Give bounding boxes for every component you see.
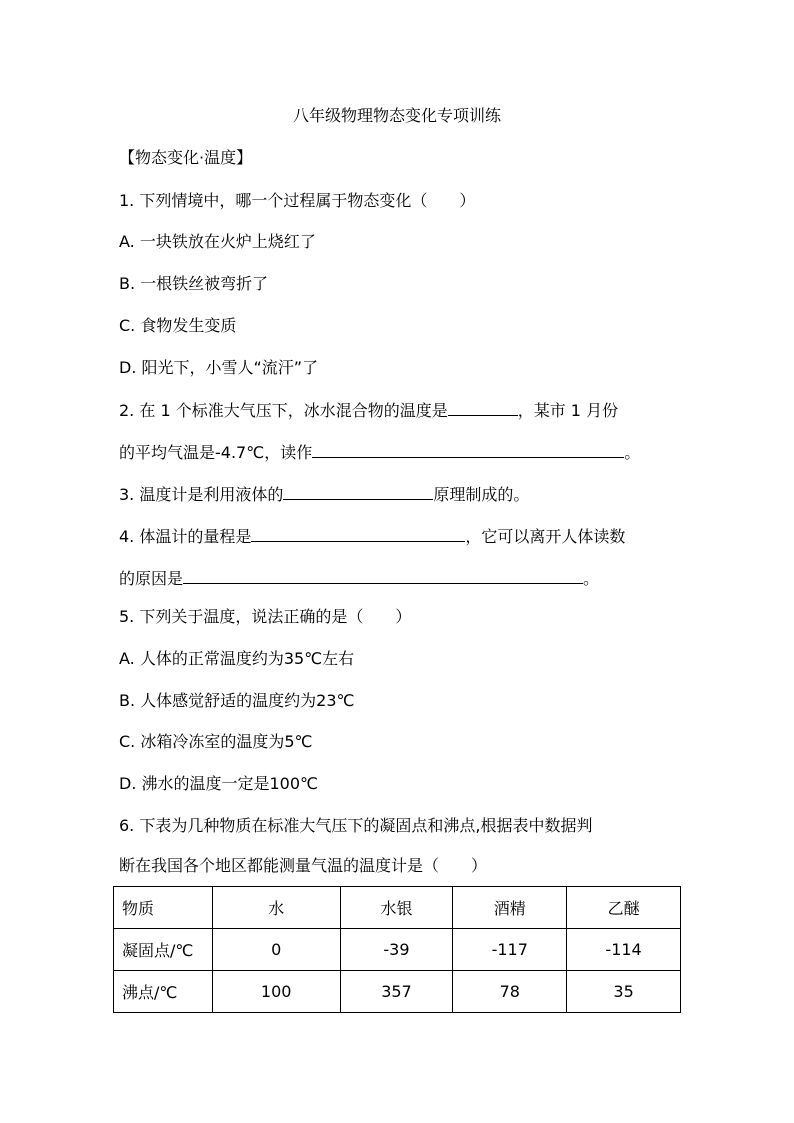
question-2-text-1: 2. 在 1 个标准大气压下，冰水混合物的温度是	[119, 401, 448, 420]
question-6-line-2: 断在我国各个地区都能测量气温的温度计是（ ）	[119, 856, 488, 875]
question-3-line	[119, 482, 529, 506]
question-5-option-d: D. 沸水的温度一定是100℃	[119, 774, 319, 793]
question-4-line-1	[119, 524, 625, 548]
table-cell: -114	[567, 929, 681, 971]
table-cell: 水银	[340, 887, 453, 929]
question-2-blank-1[interactable]	[448, 398, 518, 416]
question-4-text-2: ，它可以离开人体读数	[465, 527, 626, 546]
question-1-option-c: C. 食物发生变质	[119, 316, 237, 335]
table-cell: -39	[340, 929, 453, 971]
question-4-blank-1[interactable]	[251, 524, 465, 542]
section-heading: 【物态变化·温度】	[119, 148, 253, 167]
document-title: 八年级物理物态变化专项训练	[292, 106, 501, 125]
question-2-text-4: 。	[624, 443, 641, 462]
table-cell: 酒精	[453, 887, 567, 929]
table-row	[114, 971, 681, 1013]
table-cell: 物质	[114, 887, 213, 929]
table-cell: 水	[212, 887, 340, 929]
question-4-line-2	[119, 566, 599, 590]
question-4-text-3: 的原因是	[119, 569, 184, 588]
question-5-option-c: C. 冰箱冷冻室的温度为5℃	[119, 732, 313, 751]
table-cell: 沸点/℃	[114, 971, 213, 1013]
question-5-option-b: B. 人体感觉舒适的温度约为23℃	[119, 691, 355, 710]
table-cell: 0	[212, 929, 340, 971]
question-1-option-a: A. 一块铁放在火炉上烧红了	[119, 232, 316, 251]
question-5-option-a: A. 人体的正常温度约为35℃左右	[119, 649, 355, 668]
question-1-option-b: B. 一根铁丝被弯折了	[119, 274, 269, 293]
table-header-row	[114, 887, 681, 929]
question-2-text-3: 的平均气温是-4.7℃，读作	[119, 443, 313, 462]
question-2-blank-2[interactable]	[312, 440, 624, 458]
table-cell: 100	[212, 971, 340, 1013]
table-row	[114, 929, 681, 971]
table-cell: 35	[567, 971, 681, 1013]
question-2-line-2	[119, 440, 640, 464]
table-cell: 357	[340, 971, 453, 1013]
question-4-text-1: 4. 体温计的量程是	[119, 527, 252, 546]
substance-table	[113, 886, 681, 1013]
table-cell: 凝固点/℃	[114, 929, 213, 971]
question-3-text-1: 3. 温度计是利用液体的	[119, 485, 284, 504]
table-cell: 乙醚	[567, 887, 681, 929]
question-4-text-4: 。	[583, 569, 600, 588]
question-1-option-d: D. 阳光下，小雪人“流汗”了	[119, 358, 319, 377]
question-4-blank-2[interactable]	[183, 566, 583, 584]
question-2-text-2: ，某市 1 月份	[517, 401, 619, 420]
question-1-stem: 1. 下列情境中，哪一个过程属于物态变化（ ）	[119, 191, 476, 210]
question-2-line-1	[119, 398, 618, 422]
question-3-blank[interactable]	[283, 482, 433, 500]
table-cell: -117	[453, 929, 567, 971]
question-3-text-2: 原理制成的。	[433, 485, 530, 504]
table-cell: 78	[453, 971, 567, 1013]
question-6-line-1: 6. 下表为几种物质在标准大气压下的凝固点和沸点,根据表中数据判	[119, 816, 593, 835]
question-5-stem: 5. 下列关于温度，说法正确的是（ ）	[119, 607, 412, 626]
